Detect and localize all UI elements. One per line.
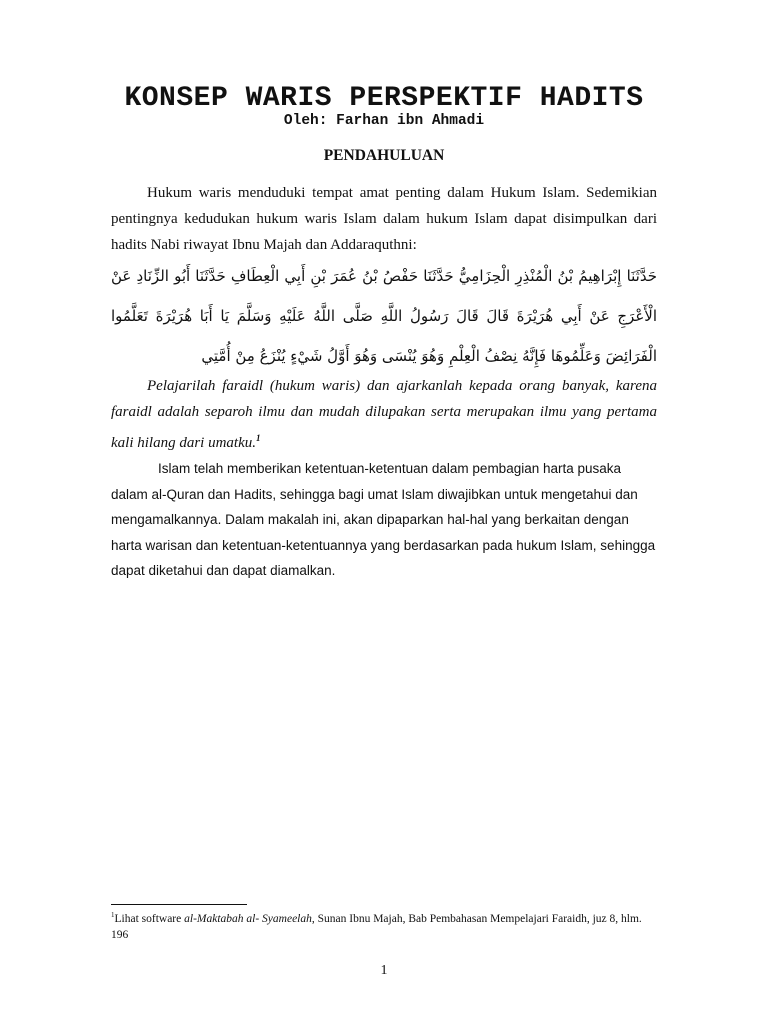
page-number: 1 bbox=[380, 963, 388, 978]
footnote-prefix: Lihat software bbox=[114, 912, 185, 925]
document-title: KONSEP WARIS PERSPEKTIF HADITS bbox=[124, 83, 644, 114]
hadith-translation bbox=[111, 373, 657, 456]
intro-paragraph: Hukum waris menduduki tempat amat penting dalam Hukum Islam. Sedemikian pentingnya kedudukan hukum waris Islam dalam hukum Islam dapat disimpulkan dari hadits Nabi riwayat Ibnu Majah dan Addaraquthni: bbox=[111, 185, 657, 253]
footnote-source: al-Maktabah al- Syameelah bbox=[184, 912, 312, 925]
footnote-suffix: , Sunan Ibnu Majah, Bab Pembahasan Mempelajari Faraidh, juz 8, hlm. 196 bbox=[111, 912, 642, 941]
section-heading: PENDAHULUAN bbox=[323, 147, 445, 164]
footnote-separator bbox=[111, 904, 247, 905]
footnote-number: 1 bbox=[111, 911, 115, 919]
footnote-reference[interactable]: 1 bbox=[256, 433, 261, 443]
translation-text: Pelajarilah faraidl (hukum waris) dan ajarkanlah kepada orang banyak, karena faraidl adalah separoh ilmu dan mudah dilupakan serta merupakan ilmu yang pertama kali hilang dari umatku. bbox=[111, 378, 657, 451]
arabic-hadith-text: حَدَّثَنَا إِبْرَاهِيمُ بْنُ الْمُنْذِرِ الْحِزَامِيُّ حَدَّثَنَا حَفْصُ بْنُ عُمَرَ بْنِ أَبِي الْعِطَافِ حَدَّثَنَا أَبُو الزِّنَادِ عَنْ الْأَعْرَجِ عَنْ أَبِي هُرَيْرَةَ قَالَ قَالَ رَسُولُ اللَّهِ صَلَّى اللَّهُ عَلَيْهِ وَسَلَّمَ يَا أَبَا هُرَيْرَةَ تَعَلَّمُوا الْفَرَائِضَ وَعَلِّمُوهَا فَإِنَّهُ نِصْفُ الْعِلْمِ وَهُوَ يُنْسَى وَهُوَ أَوَّلُ شَيْءٍ يُنْزَعُ مِنْ أُمَّتِي bbox=[111, 267, 657, 365]
footnote bbox=[111, 907, 657, 943]
body-paragraph: Islam telah memberikan ketentuan-ketentuan dalam pembagian harta pusaka dalam al-Quran dan Hadits, sehingga bagi umat Islam diwajibkan untuk mengetahui dan mengamalkannya. Dalam makalah ini, akan dipaparkan hal-hal yang berkaitan dengan harta warisan dan ketentuan-ketentuannya yang berdasarkan pada hukum Islam, sehingga dapat diketahui dan dapat diamalkan. bbox=[111, 461, 656, 578]
document-author: Oleh: Farhan ibn Ahmadi bbox=[283, 113, 485, 129]
